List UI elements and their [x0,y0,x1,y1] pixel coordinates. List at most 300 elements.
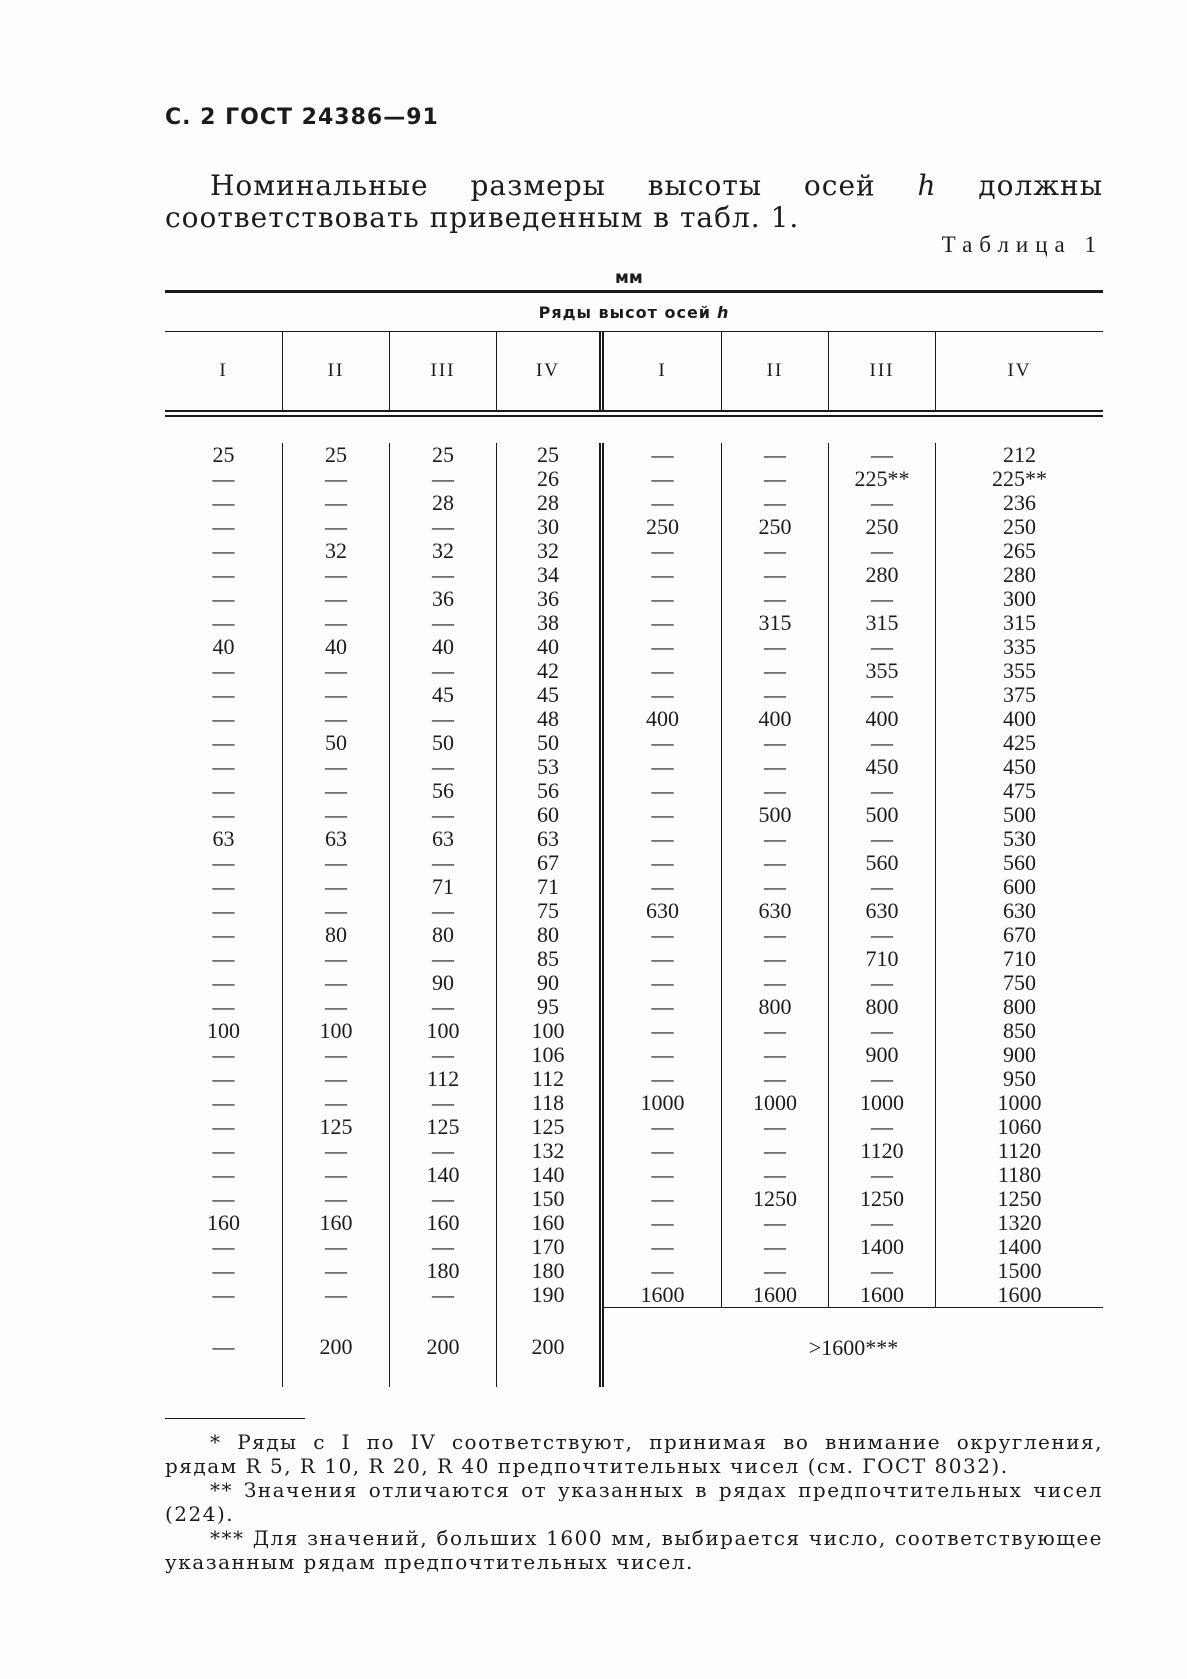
table-cell: 630 [758,898,792,923]
table-cell: — [212,994,235,1019]
table-cell: 63 [432,826,454,851]
table-cell: 71 [537,874,559,899]
table-cell: — [651,562,674,587]
table-cell: 1000 [860,1090,904,1115]
table-cell: 1060 [997,1114,1042,1139]
table-cell: 250 [1003,514,1036,539]
footnote-1: * Ряды с I по IV соответствуют, принимая во внимание округления, рядам R 5, R 10, R 20, R 40 предпочтительных чисел (см. ГОСТ 8032). [165,1430,1103,1478]
left-tail-row [165,1307,604,1387]
table-cell: — [212,730,235,755]
table-cell: — [764,1114,786,1139]
table-cell: 90 [432,970,454,995]
table-cell: 42 [537,658,559,683]
table-cell: 80 [537,922,559,947]
column-right-iv [936,443,1103,1307]
table-cell: 67 [537,850,559,875]
table-cell: 71 [432,874,454,899]
table-cell: — [325,1282,347,1307]
table-cell: — [764,730,786,755]
table-cell: — [871,1114,893,1139]
table-cell: — [432,1042,454,1067]
table-cell: — [325,658,347,683]
table-cell: 50 [432,730,454,755]
table-cell: 160 [319,1210,353,1235]
table-cell: — [651,754,674,779]
table-cell: — [212,1042,235,1067]
table-cell: — [325,946,347,971]
table-cell: 500 [758,802,792,827]
table-cell: — [325,490,347,515]
table-cell: 50 [537,730,559,755]
table-cell: 32 [325,538,347,563]
table-cell: 160 [426,1210,460,1235]
table-cell: 630 [646,898,679,923]
table-cell: 630 [1003,898,1036,923]
table-cell: — [764,1066,786,1091]
table-cell: — [871,1018,893,1043]
table-cell: — [212,1258,235,1283]
table-cell: 25 [537,442,559,467]
table-cell: — [651,874,674,899]
table-cell: — [871,538,893,563]
table-cell: — [651,1186,674,1211]
series-title [165,293,1103,331]
table-cell: 1180 [997,1162,1042,1187]
table-cell: — [212,514,235,539]
right-tail-cell: >1600*** [604,1307,1103,1388]
table-cell: — [651,994,674,1019]
table-cell: 100 [426,1018,460,1043]
intro-paragraph [165,170,1103,234]
table-cell: 25 [432,442,454,467]
series-title-symbol: h [717,302,730,322]
left-tail-cell: 200 [390,1307,497,1387]
table-cell: — [764,490,786,515]
table-cell: — [764,922,786,947]
table-cell: — [764,586,786,611]
table-cell: 63 [537,826,559,851]
table-cell: 106 [531,1042,565,1067]
table-cell: 530 [1003,826,1036,851]
column-header-right-ii: II [722,332,829,410]
table-cell: 150 [531,1186,565,1211]
table-cell: 30 [537,514,559,539]
table-cell: — [651,490,674,515]
column-left-ii [283,443,390,1307]
table-cell: 48 [537,706,559,731]
table-cell: 800 [1003,994,1036,1019]
table-cell: — [325,706,347,731]
table-cell: 450 [1003,754,1036,779]
table-cell: 1120 [860,1138,904,1163]
table-cell: — [432,1186,454,1211]
table-cell: — [325,514,347,539]
table-cell: 60 [537,802,559,827]
table-cell: 355 [865,658,899,683]
table-cell: — [432,1282,454,1307]
table-units: мм [615,268,643,288]
table-cell: 400 [758,706,792,731]
table-cell: 32 [537,538,559,563]
table-cell: — [325,1042,347,1067]
column-left-iii [390,443,497,1307]
table-cell: — [651,1210,674,1235]
table-cell: — [212,802,235,827]
table-cell: — [651,682,674,707]
table-cell: — [871,730,893,755]
table-cell: — [651,730,674,755]
footnote-rule [165,1418,305,1419]
table-cell: 53 [537,754,559,779]
table-cell: — [764,970,786,995]
table-cell: 45 [432,682,454,707]
table-cell: — [212,586,235,611]
table-tail [165,1307,1103,1388]
table-cell: 500 [1003,802,1036,827]
table-cell: — [325,586,347,611]
table-cell: — [764,1234,786,1259]
table-cell: 75 [537,898,559,923]
table-cell: 40 [325,634,347,659]
table-cell: — [871,922,893,947]
column-left-i [165,443,283,1307]
table-cell: 560 [1003,850,1036,875]
table-cell: 900 [865,1042,899,1067]
table-cell: — [325,850,347,875]
table-cell: 140 [426,1162,460,1187]
table-cell: 300 [1003,586,1036,611]
table-cell: — [432,754,454,779]
table-cell: — [325,754,347,779]
table-cell: — [764,466,786,491]
table-cell: — [432,1090,454,1115]
table-cell: — [764,634,786,659]
table-cell: 315 [758,610,792,635]
table-cell: — [764,442,786,467]
left-tail-cell: 200 [497,1307,604,1387]
table-cell: 80 [325,922,347,947]
left-tail-cell: — [165,1307,283,1387]
table-cell: 1250 [997,1186,1042,1211]
column-header-right-i: I [604,332,722,410]
table-cell: — [212,1114,235,1139]
table-cell: 112 [426,1066,460,1091]
column-right-iii [829,443,936,1307]
left-tail-cell: 200 [283,1307,390,1387]
table-cell: 1600 [753,1282,797,1307]
table-cell: 34 [537,562,559,587]
table-cell: — [212,490,235,515]
table-cell: — [212,1234,235,1259]
table-label: Таблица 1 [941,232,1103,257]
table-cell: 95 [537,994,559,1019]
table-cell: — [651,1066,674,1091]
column-header-right-iv: IV [1007,360,1032,381]
table-cell: 40 [212,634,235,659]
table-cell: 1600 [640,1282,685,1307]
table-cell: — [212,1282,235,1307]
table-cell: — [764,1018,786,1043]
column-header-left-iii: III [390,332,497,410]
table-cell: 750 [1003,970,1036,995]
table-cell: — [764,946,786,971]
table-cell: 225** [992,466,1047,491]
table-cell: 100 [531,1018,565,1043]
column-header-right-iii: III [829,332,936,410]
table-cell: — [871,1258,893,1283]
table-cell: — [212,610,235,635]
table-cell: — [871,682,893,707]
table-cell: — [432,898,454,923]
table-cell: 850 [1003,1018,1036,1043]
table-cell: — [212,466,235,491]
table-cell: — [212,850,235,875]
table-cell: 265 [1003,538,1036,563]
table-cell: — [764,778,786,803]
table-cell: — [325,1138,347,1163]
table-cell: 400 [1003,706,1036,731]
footnote-3: *** Для значений, больших 1600 мм, выбирается число, соответствующее указанным рядам предпочтительных чисел. [165,1526,1103,1574]
table-cell: 500 [865,802,899,827]
table-cell: 560 [865,850,899,875]
table-cell: 1250 [753,1186,797,1211]
table-cell: 280 [1003,562,1036,587]
table-cell: — [432,562,454,587]
table-cell: — [651,610,674,635]
table-cell: — [325,1162,347,1187]
table-cell: 800 [758,994,792,1019]
table-cell: 1000 [753,1090,797,1115]
table-cell: 600 [1003,874,1036,899]
table-cell: 1250 [860,1186,904,1211]
column-header-left-ii: II [283,332,390,410]
table-cell: — [651,850,674,875]
table-cell: 1500 [997,1258,1042,1283]
table-cell: — [764,1210,786,1235]
table-cell: — [212,658,235,683]
table-cell: 1600 [997,1282,1042,1307]
table-cell: — [325,1186,347,1211]
table-cell: — [212,562,235,587]
table-cell: — [432,946,454,971]
table-cell: — [432,658,454,683]
table-cell: 28 [432,490,454,515]
table-cell: — [871,778,893,803]
table-cell: — [651,442,674,467]
table-cell: — [871,442,893,467]
table-cell: 1120 [997,1138,1042,1163]
table-cell: — [325,898,347,923]
table-cell: — [325,1090,347,1115]
table-cell: — [325,466,347,491]
table-cell: — [432,802,454,827]
table-cell: — [325,610,347,635]
table-cell: 28 [537,490,559,515]
table-cell: — [651,970,674,995]
table-cell: — [212,898,235,923]
table-cell: 710 [1003,946,1036,971]
table-cell: — [764,826,786,851]
table-cell: — [764,754,786,779]
table-cell: 125 [531,1114,565,1139]
table-cell: — [651,634,674,659]
table-cell: — [871,970,893,995]
table-cell: — [764,1258,786,1283]
table-cell: 1320 [997,1210,1042,1235]
table-cell: — [651,466,674,491]
table-cell: 132 [531,1138,565,1163]
page-header: С. 2 ГОСТ 24386—91 [165,105,439,130]
column-header-row [165,332,1103,410]
table-cell: 125 [319,1114,353,1139]
axis-heights-table [165,290,1103,1388]
table-cell: 100 [319,1018,353,1043]
table-cell: 315 [1003,610,1036,635]
table-cell: — [432,706,454,731]
table-cell: — [432,994,454,1019]
table-cell: — [764,1162,786,1187]
table-cell: — [212,970,235,995]
table-cell: — [651,658,674,683]
table-cell: — [764,1042,786,1067]
table-cell: 180 [531,1258,565,1283]
footnotes [165,1430,1103,1574]
table-cell: — [212,946,235,971]
table-cell: — [325,874,347,899]
table-cell: — [871,490,893,515]
intro-symbol: h [917,169,937,202]
table-cell: 400 [865,706,899,731]
table-cell: 190 [531,1282,565,1307]
table-cell: 630 [865,898,899,923]
table-cell: — [871,634,893,659]
table-cell: 1400 [997,1234,1042,1259]
table-cell: — [432,610,454,635]
intro-text-before: Номинальные размеры высоты осей [210,169,918,202]
table-cell: 900 [1003,1042,1036,1067]
footnote-2: ** Значения отличаются от указанных в рядах предпочтительных чисел (224). [165,1478,1103,1526]
table-cell: — [651,1018,674,1043]
table-cell: 40 [432,634,454,659]
table-cell: 170 [531,1234,565,1259]
table-cell: — [212,538,235,563]
table-cell: 1000 [997,1090,1042,1115]
table-cell: 250 [646,514,679,539]
table-cell: 375 [1003,682,1036,707]
table-cell: 26 [537,466,559,491]
table-cell: 1000 [640,1090,685,1115]
table-cell: — [325,970,347,995]
table-cell: 355 [1003,658,1036,683]
table-cell: — [212,706,235,731]
table-cell: 63 [212,826,235,851]
table-cell: — [212,1090,235,1115]
table-cell: — [651,1138,674,1163]
table-cell: — [325,562,347,587]
table-cell: 225** [854,466,910,491]
table-cell: — [651,802,674,827]
table-cell: — [325,1258,347,1283]
table-cell: — [651,538,674,563]
table-cell: 160 [207,1210,240,1235]
column-header-left-iv: IV [497,332,604,410]
table-cell: — [212,874,235,899]
table-cell: 56 [537,778,559,803]
table-cell: 112 [531,1066,565,1091]
table-cell: — [325,778,347,803]
table-cell: — [325,1234,347,1259]
table-cell: 450 [865,754,899,779]
table-cell: 56 [432,778,454,803]
table-cell: — [212,1066,235,1091]
table-cell: 950 [1003,1066,1036,1091]
table-cell: 250 [865,514,899,539]
table-cell: 710 [865,946,899,971]
table-cell: — [871,874,893,899]
table-cell: — [764,538,786,563]
table-cell: — [871,1162,893,1187]
table-cell: — [212,1162,235,1187]
table-cell: 180 [426,1258,460,1283]
table-cell: — [871,1066,893,1091]
table-cell: — [212,682,235,707]
table-cell: — [651,946,674,971]
table-cell: 25 [212,442,235,467]
table-cell: 280 [865,562,899,587]
table-cell: — [325,994,347,1019]
table-cell: 80 [432,922,454,947]
table-cell: 125 [426,1114,460,1139]
table-cell: — [212,1138,235,1163]
table-cell: 45 [537,682,559,707]
table-cell: — [764,682,786,707]
header-double-rule [165,410,1103,417]
table-cell: — [651,826,674,851]
column-header-left-i: I [165,332,283,410]
table-cell: — [325,682,347,707]
table-cell: 425 [1003,730,1036,755]
table-cell: — [871,586,893,611]
table-cell: — [432,514,454,539]
table-cell: — [212,922,235,947]
table-cell: 160 [531,1210,565,1235]
table-cell: 36 [537,586,559,611]
table-cell: — [325,802,347,827]
table-cell: 800 [865,994,899,1019]
table-cell: — [651,922,674,947]
table-cell: — [212,778,235,803]
table-cell: 90 [537,970,559,995]
table-cell: — [651,1114,674,1139]
table-cell: — [651,1162,674,1187]
table-cell: — [432,1138,454,1163]
column-left-iv [497,443,604,1307]
table-cell: 140 [531,1162,565,1187]
column-right-ii [722,443,829,1307]
table-cell: — [325,1066,347,1091]
table-cell: 50 [325,730,347,755]
table-cell: — [212,754,235,779]
table-cell: — [764,1138,786,1163]
table-cell: — [764,658,786,683]
table-cell: 40 [537,634,559,659]
table-cell: 38 [537,610,559,635]
table-cell: 475 [1003,778,1036,803]
table-cell: — [651,1234,674,1259]
column-right-i [604,443,722,1307]
table-cell: 1600 [860,1282,904,1307]
table-cell: — [651,1042,674,1067]
